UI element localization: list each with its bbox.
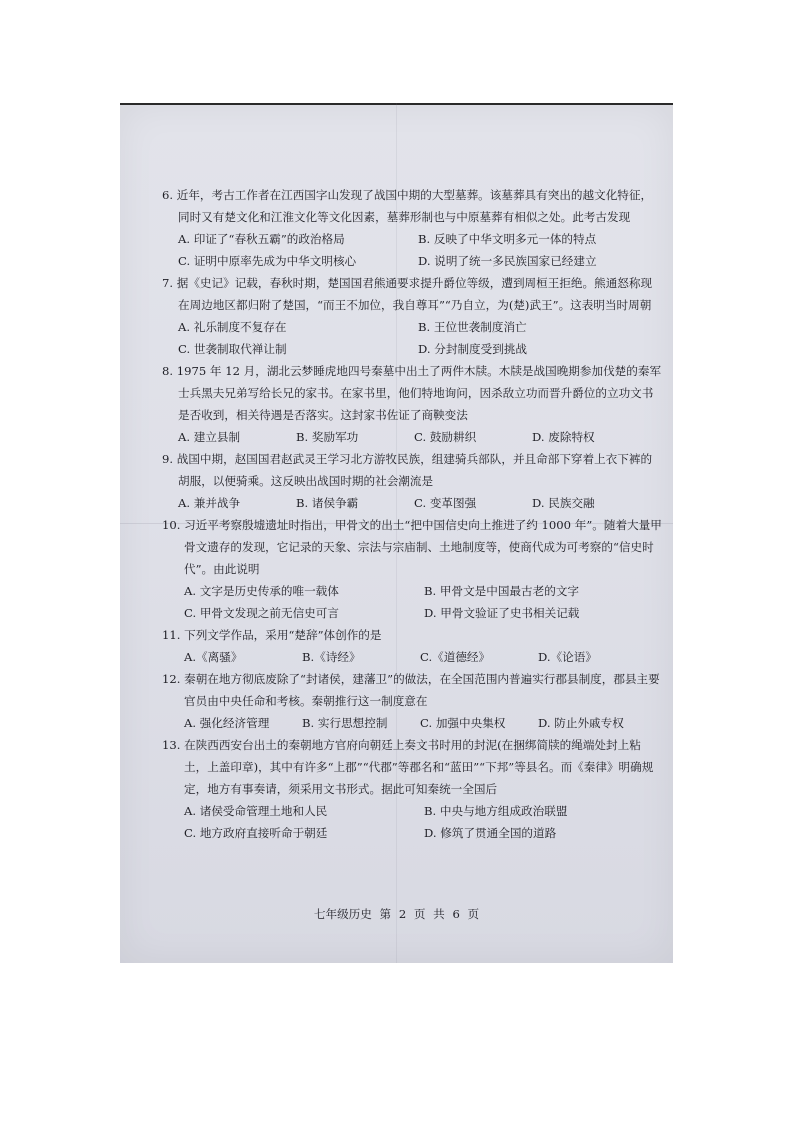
option-grid <box>162 646 662 668</box>
option-a: A. 强化经济管理 <box>184 716 270 730</box>
question-13 <box>162 734 662 844</box>
option-a: A. 礼乐制度不复存在 <box>178 320 287 334</box>
option-grid <box>162 492 662 514</box>
question-10 <box>162 514 662 624</box>
question-9 <box>162 448 662 514</box>
option-a: A. 诸侯受命管理土地和人民 <box>184 804 328 818</box>
option-a: A. 文字是历史传承的唯一载体 <box>184 584 339 598</box>
question-stem: 11. 下列文学作品，采用“楚辞”体创作的是 <box>162 628 382 642</box>
option-c: C. 证明中原率先成为中华文明核心 <box>178 254 357 268</box>
option-grid <box>162 426 662 448</box>
option-b: B. 王位世袭制度消亡 <box>418 320 527 334</box>
option-d: D.《论语》 <box>538 650 597 664</box>
question-list <box>162 184 662 844</box>
option-d: D. 废除特权 <box>532 430 595 444</box>
question-stem: 13. 在陕西西安台出土的秦朝地方官府向朝廷上奏文书时用的封泥(在捆绑简牍的绳端处封上粘土，上盖印章)，其中有许多“上郡”“代郡”等郡名和“蓝田”“下邦”等县名。而《秦律》明确规定，地方有事奏请，须采用文书形式。据此可知秦统一全国后 <box>162 738 654 796</box>
option-d: D. 防止外戚专权 <box>538 716 624 730</box>
option-d: D. 分封制度受到挑战 <box>418 342 528 356</box>
option-a: A.《离骚》 <box>184 650 243 664</box>
question-7 <box>162 272 662 360</box>
option-b: B. 奖励军功 <box>296 430 359 444</box>
question-12 <box>162 668 662 734</box>
option-c: C. 鼓励耕织 <box>414 430 477 444</box>
question-11 <box>162 624 662 668</box>
option-c: C. 地方政府直接听命于朝廷 <box>184 826 328 840</box>
option-b: B.《诗经》 <box>302 650 361 664</box>
page-footer: 七年级历史 第 2 页 共 6 页 <box>313 907 480 921</box>
question-stem: 10. 习近平考察殷墟遗址时指出，甲骨文的出土“把中国信史向上推进了约 1000 年”。随着大量甲骨文遗存的发现，它记录的天象、宗法与宗庙制、土地制度等，使商代成为可考察的“信史时代”。由此说明 <box>162 518 662 576</box>
question-stem: 9. 战国中期，赵国国君赵武灵王学习北方游牧民族，组建骑兵部队，并且命部下穿着上衣下裤的胡服，以便骑乘。这反映出战国时期的社会潮流是 <box>162 452 653 488</box>
question-stem: 8. 1975 年 12 月，湖北云梦睡虎地四号秦墓中出土了两件木牍。木牍是战国晚期参加伐楚的秦军士兵黑夫兄弟写给长兄的家书。在家书里，他们特地询问，因杀敌立功而晋升爵位的立功文书是否收到，相关待遇是否落实。这封家书佐证了商鞅变法 <box>162 364 662 422</box>
option-d: D. 甲骨文验证了史书相关记载 <box>424 606 580 620</box>
option-b: B. 中央与地方组成政治联盟 <box>424 804 568 818</box>
option-b: B. 实行思想控制 <box>302 716 388 730</box>
option-grid <box>162 712 662 734</box>
option-grid <box>162 228 662 272</box>
option-b: B. 诸侯争霸 <box>296 496 359 510</box>
option-grid <box>162 800 662 844</box>
option-c: C. 世袭制取代禅让制 <box>178 342 287 356</box>
question-6 <box>162 184 662 272</box>
question-stem: 7. 据《史记》记载，春秋时期，楚国国君熊通要求提升爵位等级，遭到周桓王拒绝。熊通怒称现在周边地区都归附了楚国，“而王不加位，我自尊耳”“乃自立，为(楚)武王”。这表明当时周朝 <box>162 276 653 312</box>
option-grid <box>162 580 662 624</box>
question-8 <box>162 360 662 448</box>
option-a: A. 兼并战争 <box>178 496 241 510</box>
question-stem: 12. 秦朝在地方彻底废除了“封诸侯，建藩卫”的做法，在全国范围内普遍实行郡县制度，郡县主要官员由中央任命和考核。秦朝推行这一制度意在 <box>162 672 660 708</box>
option-b: B. 甲骨文是中国最古老的文字 <box>424 584 580 598</box>
option-a: A. 建立县制 <box>178 430 241 444</box>
option-c: C.《道德经》 <box>420 650 491 664</box>
option-grid <box>162 316 662 360</box>
option-d: D. 说明了统一多民族国家已经建立 <box>418 254 597 268</box>
option-b: B. 反映了中华文明多元一体的特点 <box>418 232 597 246</box>
option-c: C. 变革图强 <box>414 496 477 510</box>
option-c: C. 甲骨文发现之前无信史可言 <box>184 606 339 620</box>
option-d: D. 民族交融 <box>532 496 595 510</box>
question-stem: 6. 近年，考古工作者在江西国字山发现了战国中期的大型墓葬。该墓葬具有突出的越文化特征，同时又有楚文化和江淮文化等文化因素，墓葬形制也与中原墓葬有相似之处。此考古发现 <box>162 188 653 224</box>
option-a: A. 印证了“春秋五霸”的政治格局 <box>178 232 345 246</box>
option-c: C. 加强中央集权 <box>420 716 506 730</box>
option-d: D. 修筑了贯通全国的道路 <box>424 826 557 840</box>
